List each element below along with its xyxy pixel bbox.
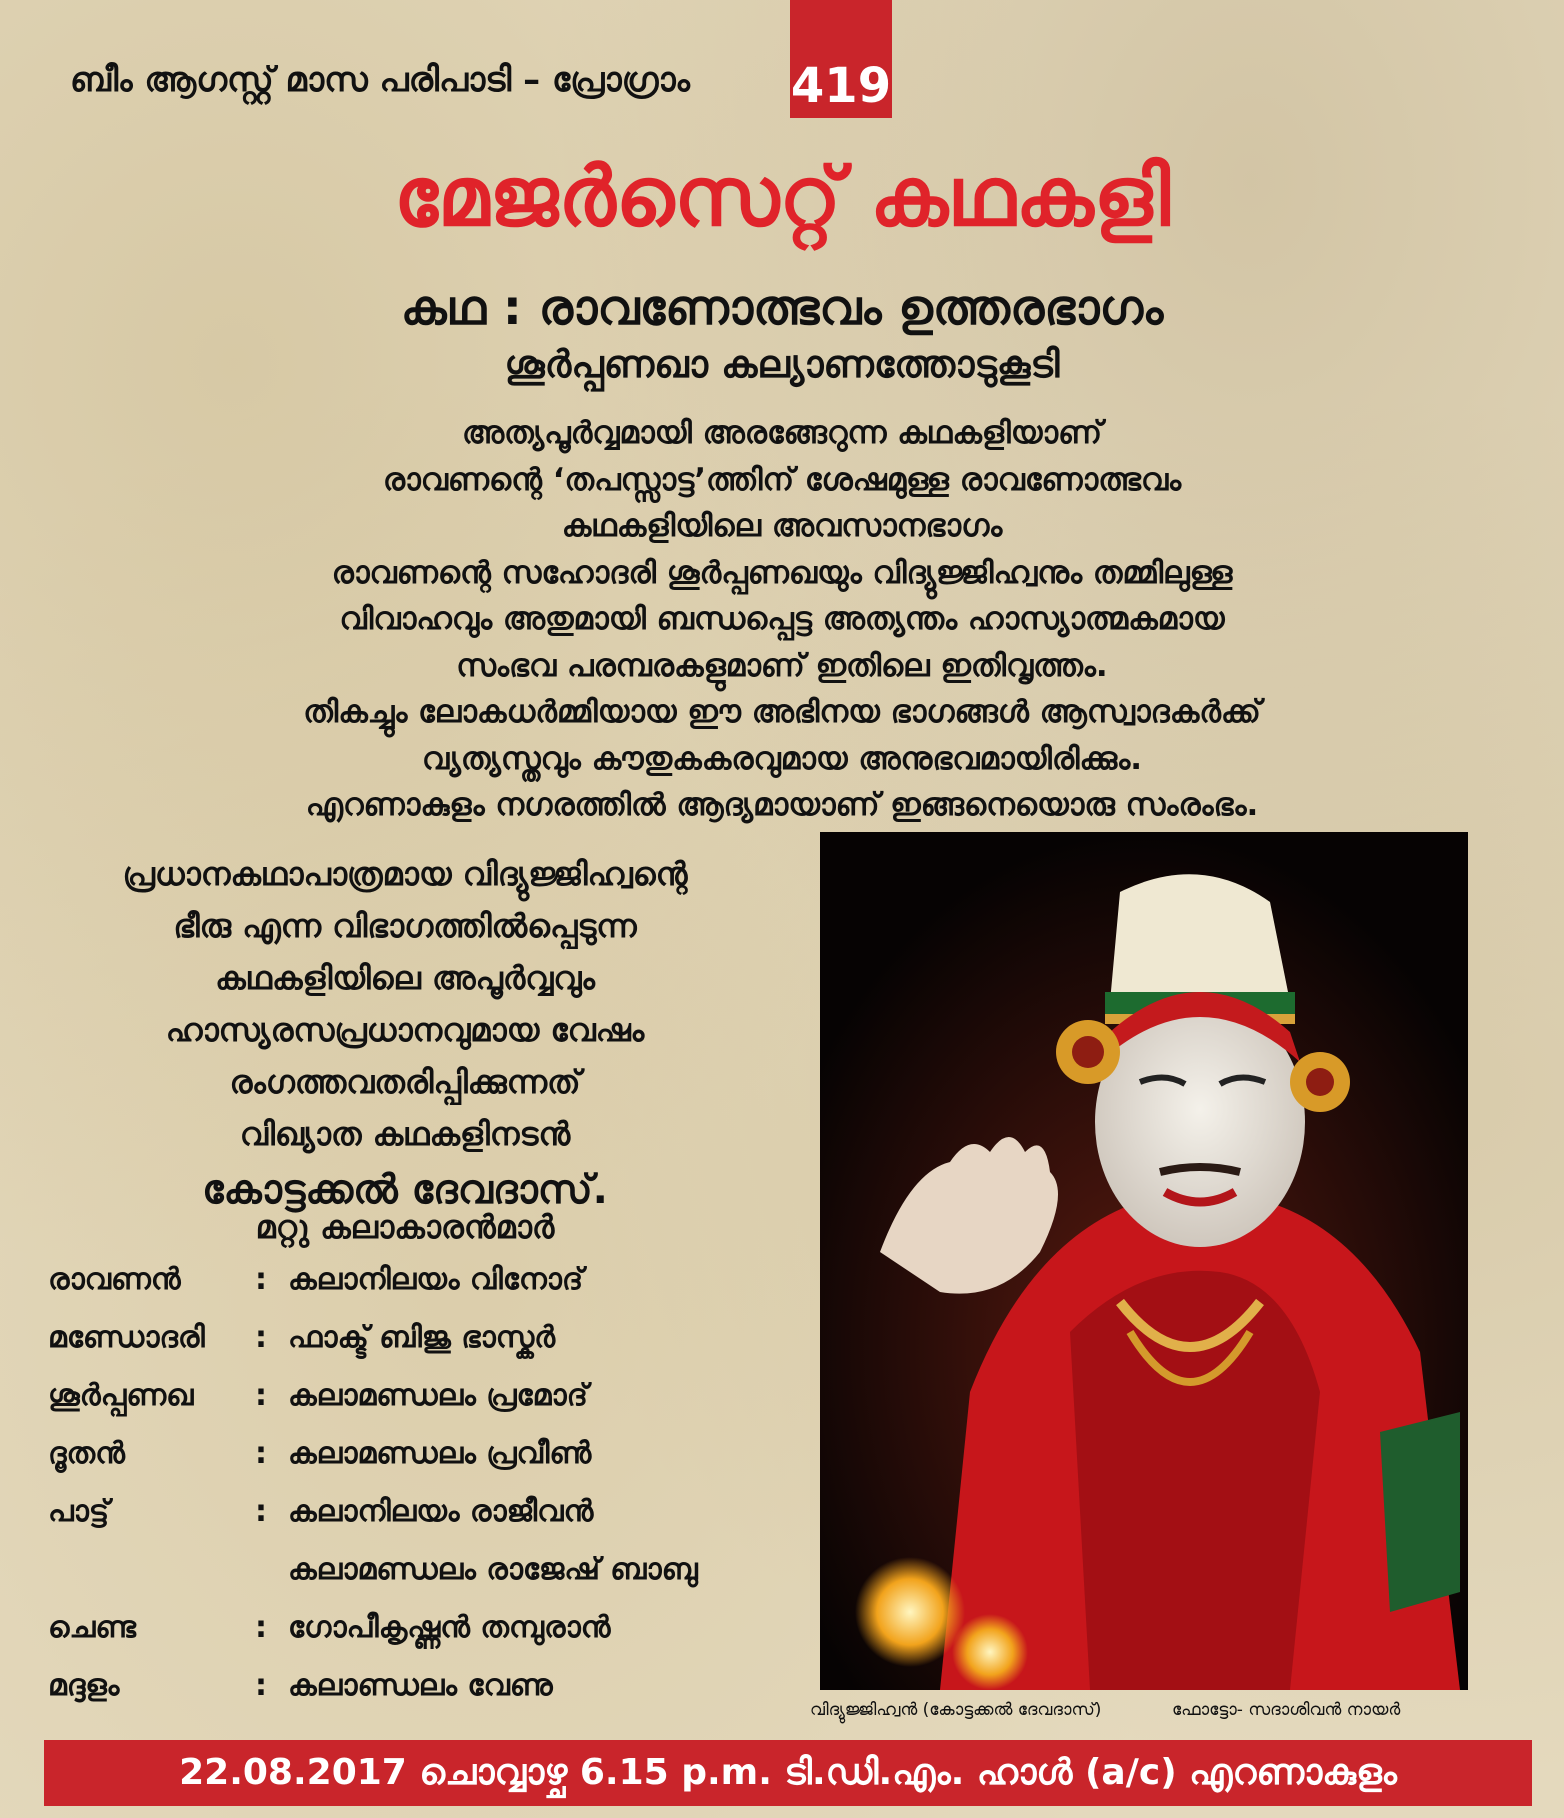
kathakali-performer-illustration <box>820 832 1468 1690</box>
intro-line: കഥകളിയിലെ അവസാനഭാഗം <box>561 508 1003 544</box>
cast-artist: കലാമണ്ഡലം പ്രവീൺ <box>288 1436 592 1471</box>
event-details: 22.08.2017 ചൊവ്വാഴ്ച 6.15 p.m. ടി.ഡി.എം. ഹാൾ (a/c) എറണാകുളം <box>179 1752 1397 1793</box>
cast-role: ചെണ്ട <box>48 1610 136 1645</box>
cast-separator: : <box>255 1378 267 1413</box>
cast-separator: : <box>255 1320 267 1355</box>
cast-artist: കലാണ്ഡലം വേണു <box>288 1668 553 1703</box>
description-line: രംഗത്തവതരിപ്പിക്കുന്നത് <box>229 1063 581 1101</box>
cast-row <box>48 1494 788 1552</box>
description-line: വിഖ്യാത കഥകളിനടൻ <box>239 1115 571 1153</box>
cast-artist: കലാമണ്ഡലം രാജേഷ് ബാബു <box>288 1552 698 1587</box>
intro-line: വ്യത്യസ്തവും കൗതുകകരവുമായ അനുഭവമായിരിക്കും. <box>421 740 1142 777</box>
intro-line: രാവണന്റെ ‘തപസ്സാട്ട’ത്തിന് ശേഷമുള്ള രാവണോത്ഭവം <box>382 461 1182 498</box>
cast-artist: കലാനിലയം വിനോദ് <box>288 1262 584 1297</box>
cast-row <box>48 1378 788 1436</box>
cast-row <box>48 1320 788 1378</box>
cast-role: ദൂതൻ <box>48 1436 125 1471</box>
cast-separator: : <box>255 1494 267 1529</box>
cast-role: പാട്ട് <box>48 1494 110 1529</box>
intro-line: വിവാഹവും അതുമായി ബന്ധപ്പെട്ട അത്യന്തം ഹാസ്യാത്മകമായ <box>339 601 1225 637</box>
program-line: ബീം ആഗസ്റ്റ് മാസ പരിപാടി – പ്രോഗ്രാം <box>70 60 690 100</box>
intro-line: സംഭവ പരമ്പരകളുമാണ് ഇതിലെ ഇതിവൃത്തം. <box>456 647 1108 684</box>
intro-paragraph <box>60 410 1504 829</box>
event-details-bar <box>44 1740 1532 1806</box>
story-title: കഥ : രാവണോത്ഭവം ഉത്തരഭാഗം <box>400 280 1164 336</box>
cast-role: ശൂർപ്പണഖ <box>48 1378 194 1413</box>
role-description <box>40 848 770 1216</box>
intro-line: എറണാകുളം നഗരത്തിൽ ആദ്യമായാണ് ഇങ്ങനെയൊരു സംരംഭം. <box>305 787 1259 823</box>
cast-row <box>48 1552 788 1610</box>
cast-artist: ഗോപീകൃഷ്ണൻ തമ്പുരാൻ <box>288 1610 611 1645</box>
description-line: പ്രധാനകഥാപാത്രമായ വിദ്യുജ്ജിഹ്വന്റെ <box>122 855 688 893</box>
intro-line: തികച്ചും ലോകധർമ്മിയായ ഈ അഭിനയ ഭാഗങ്ങൾ ആസ്വാദകർക്ക് <box>303 694 1261 730</box>
cast-role: മദ്ദളം <box>48 1668 120 1703</box>
lead-artist-name: കോട്ടക്കൽ ദേവദാസ്. <box>202 1167 608 1213</box>
main-title: മേജർസെറ്റ് കഥകളി <box>393 150 1171 245</box>
cast-separator: : <box>255 1436 267 1471</box>
cast-role: രാവണൻ <box>48 1262 181 1297</box>
photo-credit: ഫോട്ടോ- സദാശിവൻ നായർ <box>1172 1700 1401 1720</box>
story-subtitle: ശൂർപ്പണഖാ കല്യാണത്തോടുകൂടി <box>504 342 1060 386</box>
cast-row <box>48 1436 788 1494</box>
cast-row <box>48 1262 788 1320</box>
cast-role: മണ്ഡോദരി <box>48 1320 205 1355</box>
description-line: ഭീരു എന്ന വിഭാഗത്തിൽപ്പെടുന്ന <box>173 907 637 945</box>
cast-row <box>48 1610 788 1668</box>
intro-line: അത്യപൂർവ്വമായി അരങ്ങേറുന്ന കഥകളിയാണ് <box>461 415 1103 451</box>
program-number: 419 <box>790 58 892 114</box>
intro-line: രാവണന്റെ സഹോദരി ശൂർപ്പണഖയും വിദ്യുജ്ജിഹ്വനും തമ്മിലുള്ള <box>331 554 1233 591</box>
cast-artist: ഫാക്ട് ബിജു ഭാസ്കർ <box>288 1320 556 1355</box>
cast-separator: : <box>255 1262 267 1297</box>
performer-photo <box>820 832 1468 1690</box>
cast-list <box>48 1262 788 1726</box>
cast-row <box>48 1668 788 1726</box>
cast-separator: : <box>255 1610 267 1645</box>
description-line: ഹാസ്യരസപ്രധാനവുമായ വേഷം <box>165 1011 645 1049</box>
cast-separator: : <box>255 1668 267 1703</box>
photo-caption: വിദ്യുജ്ജിഹ്വൻ (കോട്ടക്കൽ ദേവദാസ്) <box>810 1700 1102 1720</box>
cast-artist: കലാമണ്ഡലം പ്രമോദ് <box>288 1378 588 1413</box>
other-artists-heading: മറ്റു കലാകാരൻമാർ <box>255 1208 555 1246</box>
description-line: കഥകളിയിലെ അപൂർവ്വവും <box>215 959 595 997</box>
program-number-badge <box>790 0 892 118</box>
cast-artist: കലാനിലയം രാജീവൻ <box>288 1494 594 1529</box>
